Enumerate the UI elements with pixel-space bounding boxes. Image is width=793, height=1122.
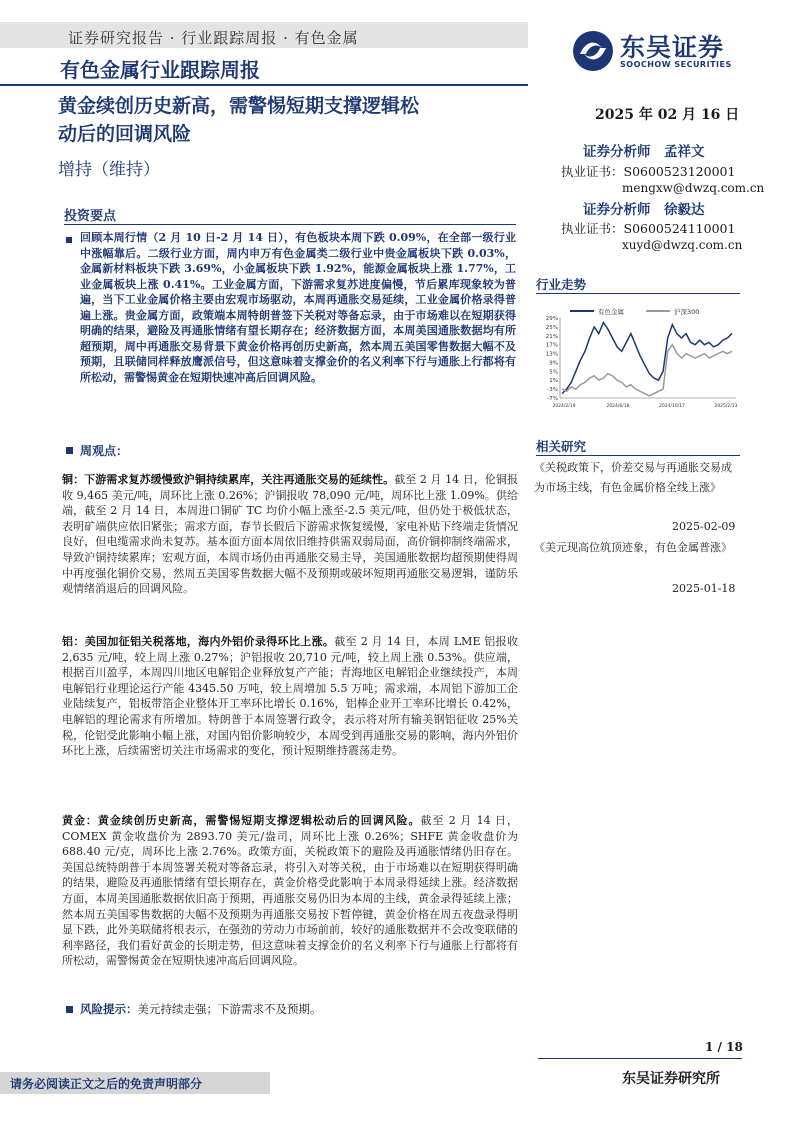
y-tick-label: 17% (545, 342, 558, 349)
y-tick-label: 21% (545, 333, 558, 340)
page-number: 1 / 18 (705, 1040, 743, 1054)
analyst-2-name: 证券分析师 徐毅达 (583, 202, 705, 218)
x-tick-label: 2024/6/18 (606, 404, 630, 409)
risk-head: 风险提示： (80, 1002, 138, 1016)
copper-section (62, 472, 518, 597)
report-date: 2025 年 02 月 16 日 (595, 107, 740, 123)
gold-section (62, 813, 518, 969)
series-line-1 (562, 322, 732, 393)
y-tick-label: 25% (545, 324, 558, 331)
aluminum-head: 铝：美国加征铝关税落地，海内外铝价录得环比上涨。 (62, 635, 335, 648)
analyst-2-email: xuyd@dwzq.com.cn (622, 238, 743, 252)
report-type: 有色金属行业跟踪周报 (60, 58, 260, 82)
related-item-1[interactable]: 《关税政策下，价差交易与再通胀交易成为市场主线，有色金属价格全线上涨》 (534, 461, 732, 494)
y-tick-label: -3% (547, 387, 558, 394)
analyst-1-email: mengxw@dwzq.com.cn (622, 181, 765, 195)
copper-head: 铜：下游需求复苏缓慢致沪铜持续累库，关注再通胀交易的延续性。 (62, 473, 395, 486)
gold-head: 黄金：黄金续创历史新高，需警惕短期支撑逻辑松动后的回调风险。 (62, 814, 421, 827)
footer-divider (538, 1058, 742, 1059)
soochow-logo-icon (572, 30, 614, 72)
analyst-1-cert: 执业证书：S0600523120001 (561, 164, 736, 179)
key-points-text: 回顾本周行情（2 月 10 日-2 月 14 日），有色板块本周下跌 0.09%，在全部一级行业中涨幅靠后。二级行业方面，周内申万有色金属类二级行业中贵金属板块下跌 0.03%，金属新材料板块下跌 3.69%，小金属板块下跌 1.92%，能源金属板块上涨 1.77%，工业金属板块上涨 0.41%。工业金属方面，下游需求复苏进度偏慢，节后累库现象较为普遍，当下工业金属价格主要由宏观市场驱动，本周再通胀交易延续，工业金属价格录得普遍上涨。贵金属方面，政策端本周特朗普签下关税对等备忘录，由于市场难以在短期获得明确的结果，避险及再通胀情绪有望长期存在；经济数据方面，本周美国通胀数据均有所超预期，周中再通胀交易背景下黄金价格再创历史新高，然本周五美国零售数据大幅不及预期，且联储同样释放鹰派信号，但这意味着支撑金价的名义利率下行与通胀上行都将有所松动，需警惕黄金在短期快速冲高后回调风险。 (80, 231, 516, 384)
bullet-icon (66, 1006, 73, 1013)
risk-section (80, 1001, 322, 1017)
report-title (58, 92, 528, 148)
report-category: 证券研究报告 · 行业跟踪周报 · 有色金属 (68, 29, 359, 47)
x-tick-label: 2024/2/19 (552, 404, 576, 409)
footer-disclaimer: 请务必阅读正文之后的免责声明部分 (10, 1077, 203, 1091)
analyst-1-name: 证券分析师 孟祥文 (583, 144, 705, 160)
report-title-line1: 黄金续创历史新高，需警惕短期支撑逻辑松 (58, 95, 420, 117)
logo-en: SOOCHOW SECURITIES (620, 60, 732, 69)
aluminum-section (62, 634, 518, 759)
bullet-icon (66, 447, 73, 454)
y-tick-label: -7% (547, 396, 558, 402)
risk-text: 美元持续走强；下游需求不及预期。 (137, 1002, 322, 1016)
industry-trend-divider (536, 293, 740, 294)
y-tick-label: 1% (549, 378, 558, 385)
key-points-divider (64, 224, 516, 225)
rating: 增持（维持） (58, 160, 160, 180)
legend-label: 沪深300 (674, 308, 700, 316)
related-item-2[interactable]: 《美元现高位筑顶迹象，有色金属普涨》 (534, 541, 732, 554)
aluminum-text: 截至 2 月 14 日，本周 LME 铝报收 2,635 元/吨，较上周上涨 0.27%；沪铝报收 20,710 元/吨，较上周上涨 0.53%。供应端，根据百川盈孚，本周四川地区电解铝企业释放复产产能；青海地区电解铝企业继续投产，本周电解铝行业理论运行产能 4345.50 万吨，较上周增加 5.5 万吨；需求端，本周铝下游加工企业陆续复产，铝板带箔企业整体开工率环比增长 0.16%，铝棒企业开工率环比增长 0.42%，电解铝的理论需求有所增加。特朗普于本周签署行政令，表示将对所有输美钢铝征收 25%关税，伦铝受此影响小幅上涨，对国内铝价影响较少，本周受到再通胀交易的影响，海内外铝价环比上涨，后续需密切关注市场需求的变化，预计短期维持震荡走势。 (62, 635, 518, 758)
y-tick-label: 29% (545, 316, 558, 322)
related-item-2-date: 2025-01-18 (672, 582, 736, 595)
industry-trend-chart (536, 306, 740, 412)
footer-brand: 东吴证券研究所 (622, 1071, 720, 1087)
related-item-1-date: 2025-02-09 (672, 520, 736, 533)
key-points-title: 投资要点 (64, 209, 117, 224)
logo-name: 东吴证券 (620, 33, 725, 62)
y-tick-label: 9% (549, 360, 558, 367)
industry-trend-title: 行业走势 (536, 277, 587, 292)
copper-text: 截至 2 月 14 日，伦铜报收 9,465 美元/吨，周环比上涨 0.26%；沪铜报收 78,090 元/吨，周环比上涨 1.09%。供给端，截至 2 月 14 日，本周进口铜矿 TC 均价小幅上涨至-2.5 美元/吨，但仍处于极低状态，表明矿端供应依旧紧张；需求方面，春节长假后下游需求恢复缓慢，家电补贴下终端走货情况良好，但电缆需求尚未复苏。基本面方面本周依旧维持供需双弱局面，高价铜抑制终端需求，导致沪铜持续累库；宏观方面，本周市场仍由再通胀交易主导，美国通胀数据均超预期使得周中再度强化铜价交易，然周五美国零售数据大幅不及预期或破坏短期再通胀交易逻辑，谨防乐观情绪消退后的回调风险。 (62, 473, 519, 596)
related-research-title: 相关研究 (536, 439, 587, 454)
related-research-divider (536, 455, 740, 456)
y-tick-label: 5% (549, 369, 558, 376)
header-divider (0, 84, 528, 86)
weekly-view-title: 周观点： (80, 444, 129, 458)
legend-label: 有色金属 (598, 308, 624, 316)
x-tick-label: 2024/10/17 (659, 404, 685, 409)
report-title-line2: 动后的回调风险 (58, 123, 192, 145)
analyst-2-cert: 执业证书：S0600524110001 (561, 221, 736, 236)
gold-text: 截至 2 月 14 日，COMEX 黄金收盘价为 2893.70 美元/盎司，周环比上涨 0.26%；SHFE 黄金收盘价为 688.40 元/克，周环比上涨 2.76%。政策方面，关税政策下的避险及再通胀情绪仍旧存在。美国总统特朗普于本周签署关税对等备忘录，将引入对等关税，由于市场难以在短期获得明确的结果，避险及再通胀情绪有望长期存在，黄金价格受此影响于本周录得延续上涨。经济数据方面，本周美国通胀数据依旧高于预期，再通胀交易仍旧为本周的主线，黄金录得延续上涨；然本周五美国零售数据的大幅不及预期为再通胀交易按下暂停键，黄金价格在周五夜盘录得明显下跌，此外美联储将根表示，在强劲的劳动力市场前前，较好的通胀数据并不会改变联储的利率路径，我们看好黄金的长期走势，但这意味着支撑金价的名义利率下行与通胀上行都将有所松动，需警惕黄金在短期快速冲高后回调风险。 (62, 814, 519, 968)
bullet-icon (66, 237, 72, 243)
x-tick-label: 2025/2/13 (714, 404, 738, 409)
y-tick-label: 13% (545, 351, 558, 358)
